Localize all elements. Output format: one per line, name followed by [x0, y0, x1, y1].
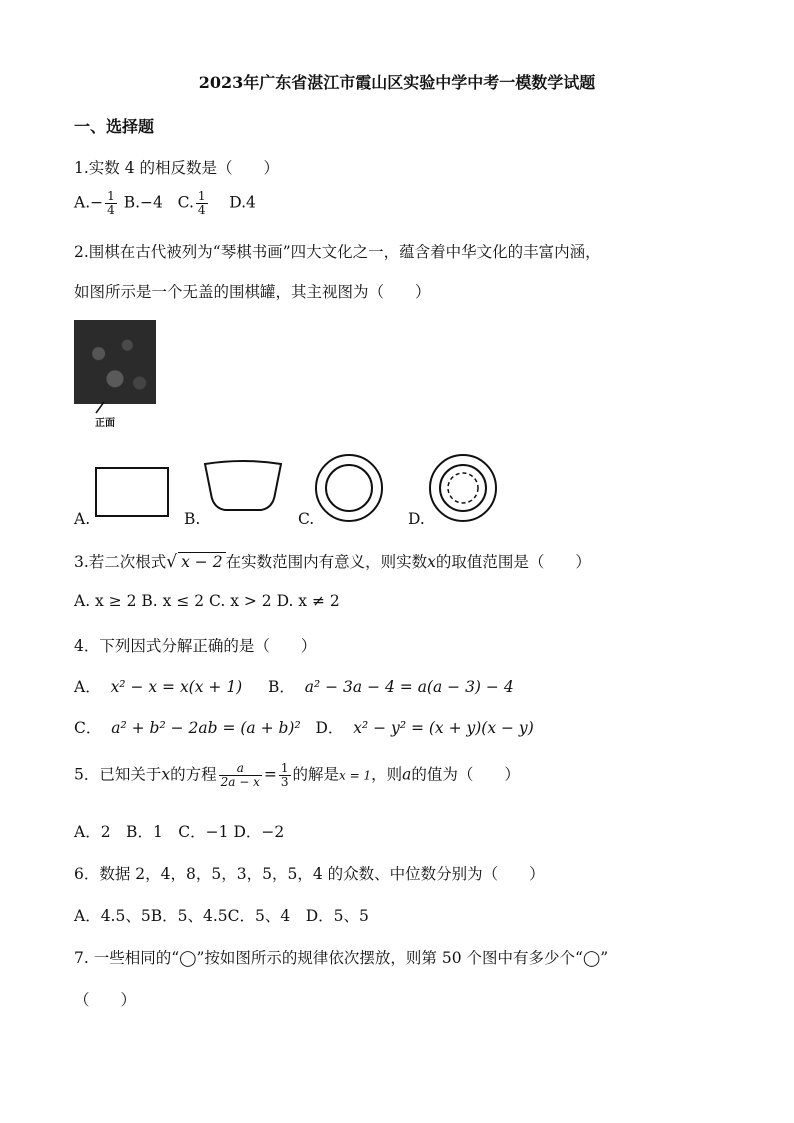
q4-option-c-label: C．	[74, 719, 102, 737]
question-2-line-2: 如图所示是一个无盖的围棋罐，其主视图为（ ）	[74, 283, 431, 301]
question-1-options	[74, 190, 256, 217]
question-4-options-row-1	[74, 675, 242, 697]
q5-variable-a: a	[402, 765, 412, 784]
q5-text-solution-prefix: 的解是	[292, 765, 340, 784]
option-a-rectangle-figure	[95, 467, 171, 519]
q4-option-b-label: B．	[268, 678, 295, 696]
q5-text-prefix: 5．已知关于	[74, 765, 162, 784]
option-d-dashed-circles-figure	[427, 452, 499, 524]
q5-solution: x = 1	[339, 768, 372, 783]
fraction-denominator: 4	[107, 203, 115, 217]
q4-option-d-label: D．	[315, 719, 344, 737]
q4-option-a-label: A．	[74, 678, 101, 696]
question-3	[74, 550, 591, 572]
front-arrow-icon	[90, 402, 110, 414]
q2-option-a-label: A.	[74, 510, 91, 528]
q1-option-a-prefix: A.−	[74, 193, 104, 212]
q2-option-c-label: C.	[298, 510, 315, 528]
question-3-options: A. x ≥ 2 B. x ≤ 2 C. x > 2 D. x ≠ 2	[74, 592, 340, 610]
photo-label-front: 正面	[95, 418, 115, 429]
question-2-line-1: 2.围棋在古代被列为“琴棋书画”四大文化之一，蕴含着中华文化的丰富内涵，	[74, 243, 601, 261]
sqrt-icon: √	[166, 552, 178, 572]
q4-option-a-expr: x² − x = x(x + 1)	[110, 678, 243, 696]
q4-option-d-expr: x² − y² = (x + y)(x − y)	[353, 719, 534, 737]
q3-text-suffix: 的取值范围是（ ）	[435, 553, 591, 571]
fraction-denominator: 3	[280, 775, 289, 789]
q2-option-b-label: B.	[184, 510, 201, 528]
section-heading: 一、选择题	[74, 117, 155, 136]
question-7-line-2: （ ）	[74, 991, 137, 1009]
q1-option-b: B.−4	[123, 193, 163, 212]
q3-variable: x	[427, 553, 436, 571]
q5-text-then: ，则	[371, 765, 403, 784]
go-jar-photo	[74, 320, 156, 404]
fraction-numerator: a	[219, 762, 262, 776]
question-4-option-b	[268, 675, 514, 697]
q1-option-a-fraction	[105, 190, 117, 217]
q5-text-suffix: 的值为（ ）	[411, 765, 520, 784]
q4-option-c-expr: a² + b² − 2ab = (a + b)²	[111, 719, 301, 737]
q5-text-middle: 的方程	[170, 765, 217, 784]
q3-radicand: x − 2	[178, 552, 225, 571]
question-1: 1.实数 4 的相反数是（ ）	[74, 159, 280, 177]
q4-option-b-expr: a² − 3a − 4 = a(a − 3) − 4	[304, 678, 514, 696]
question-4: 4．下列因式分解正确的是（ ）	[74, 637, 317, 655]
fraction-numerator: 1	[107, 189, 115, 203]
question-4-options-row-2	[74, 716, 534, 738]
q5-rhs-fraction	[279, 762, 291, 789]
q1-option-c-prefix: C.	[177, 193, 194, 212]
question-6-options: A．4.5、5B．5、4.5C．5、4 D．5、5	[74, 907, 369, 925]
fraction-numerator: 1	[280, 761, 289, 775]
q5-equals: =	[263, 765, 277, 784]
q1-option-d: D.4	[229, 193, 256, 212]
question-6: 6．数据 2，4，8，5，3，5，5，4 的众数、中位数分别为（ ）	[74, 865, 545, 883]
q2-option-d-label: D.	[408, 510, 425, 528]
question-7-line-1: 7. 一些相同的“◯”按如图所示的规律依次摆放，则第 50 个图中有多少个“◯”	[74, 949, 609, 967]
page-title: 2023年广东省湛江市霞山区实验中学中考一模数学试题	[198, 73, 596, 92]
fraction-denominator: 4	[197, 203, 206, 217]
question-5	[74, 762, 520, 789]
fraction-numerator: 1	[197, 189, 206, 203]
question-5-options: A．2 B．1 C．−1 D．−2	[74, 823, 285, 841]
option-b-bowl-figure	[203, 460, 283, 516]
q3-text-middle: 在实数范围内有意义，则实数	[225, 553, 428, 571]
q1-option-c-fraction	[196, 190, 208, 217]
q5-variable-x: x	[161, 765, 171, 784]
q3-text-prefix: 3.若二次根式	[74, 553, 167, 571]
fraction-denominator: 2a − x	[220, 775, 260, 789]
option-c-concentric-circles-figure	[313, 452, 385, 524]
q5-lhs-fraction	[219, 762, 262, 789]
